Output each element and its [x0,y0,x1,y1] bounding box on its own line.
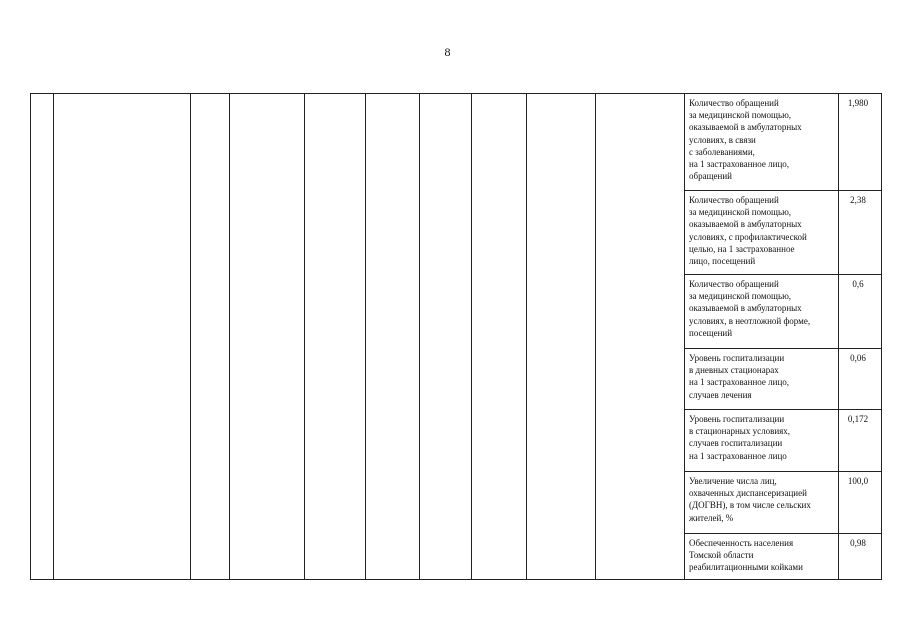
indicator-cell: Увеличение числа лиц, охваченных диспансеризацией (ДОГВН), в том числе сельских жителей, % [685,472,839,534]
indicator-cell: Количество обращений за медицинской помощью, оказываемой в амбулаторных условиях, с профилактической целью, на 1 застрахованное лицо, посещений [685,191,839,275]
table-body [31,94,882,580]
value-cell: 2,38 [839,191,882,275]
empty-cell-col-3 [191,94,230,580]
empty-cell-col-5 [305,94,366,580]
empty-cell-col-6 [366,94,420,580]
value-cell: 0,172 [839,410,882,472]
empty-cell-col-2 [54,94,191,580]
page-number: 8 [444,45,451,59]
empty-cell-col-1 [31,94,54,580]
indicator-cell: Уровень госпитализации в дневных стационарах на 1 застрахованное лицо, случаев лечения [685,349,839,410]
value-cell: 0,98 [839,534,882,580]
table-row [31,94,882,191]
empty-cell-col-8 [472,94,527,580]
indicator-cell: Обеспеченность населения Томской области реабилитационными койками [685,534,839,580]
value-cell: 0,6 [839,275,882,349]
value-cell: 0,06 [839,349,882,410]
empty-cell-col-10 [596,94,685,580]
indicator-cell: Количество обращений за медицинской помощью, оказываемой в амбулаторных условиях, в неотложной форме, посещений [685,275,839,349]
empty-cell-col-9 [527,94,596,580]
value-cell: 100,0 [839,472,882,534]
empty-cell-col-4 [230,94,305,580]
empty-cell-col-7 [420,94,472,580]
value-cell: 1,980 [839,94,882,191]
indicator-cell: Количество обращений за медицинской помощью, оказываемой в амбулаторных условиях, в связи с заболеваниями, на 1 застрахованное лицо, обращений [685,94,839,191]
indicator-cell: Уровень госпитализации в стационарных условиях, случаев госпитализации на 1 застрахованное лицо [685,410,839,472]
data-table [30,93,882,580]
